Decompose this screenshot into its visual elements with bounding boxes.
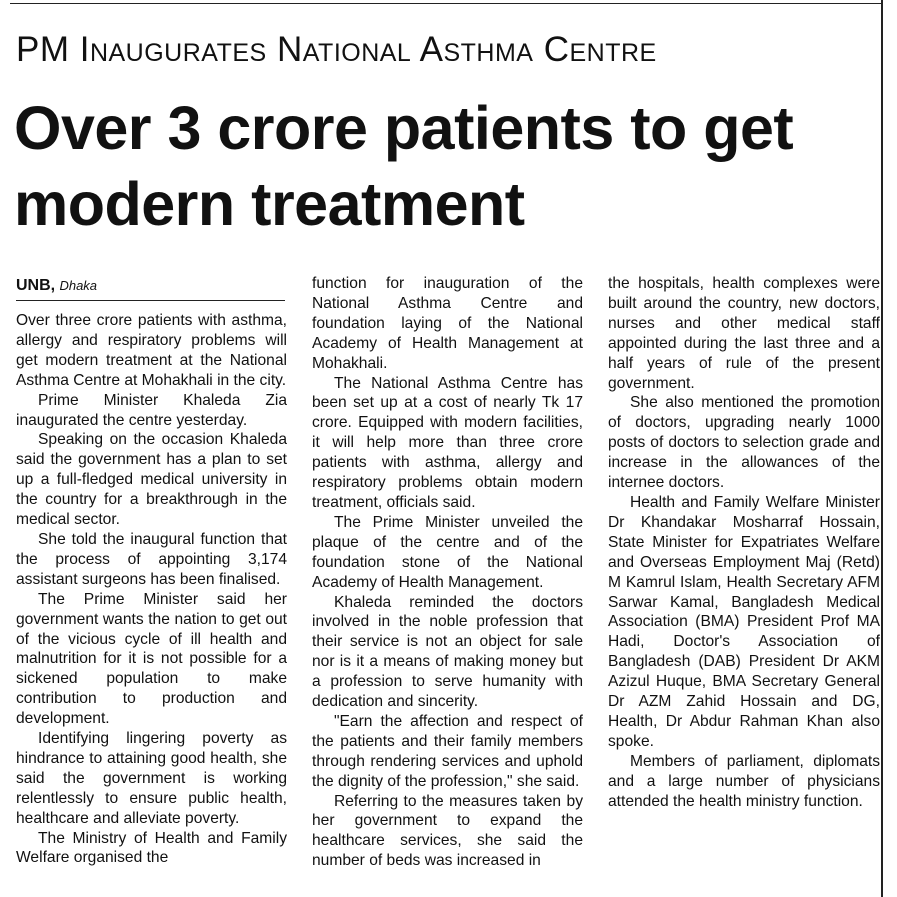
paragraph: The Prime Minister unveiled the plaque of the centre and of the foundation stone of the National Academy of Health Management. — [312, 513, 583, 591]
paragraph: Identifying lingering poverty as hindrance to attaining good health, she said the government is working relentlessly to ensure public health, healthcare and alleviate poverty. — [16, 730, 287, 827]
paragraph: Over three crore patients with asthma, allergy and respiratory problems will get modern treatment at the National Asthma Centre at Mohakhali in the city. — [16, 312, 287, 389]
main-headline: Over 3 crore patients to get modern treatment — [14, 94, 794, 238]
paragraph: The National Asthma Centre has been set up at a cost of nearly Tk 17 crore. Equipped with modern facilities, it will help more than three crore patients with asthma, allergy and respiratory problems obtain modern treatment, officials said. — [312, 374, 583, 511]
paragraph: Prime Minister Khaleda Zia inaugurated the centre yesterday. — [16, 391, 287, 429]
article-column-2 — [312, 274, 583, 897]
article-column-1 — [16, 274, 287, 897]
article-column-3 — [608, 274, 880, 897]
byline-agency: UNB, — [16, 277, 56, 294]
byline — [16, 276, 285, 301]
paragraph: Health and Family Welfare Minister Dr Khandakar Mosharraf Hossain, State Minister for Expatriates Welfare and Overseas Employment Maj (Retd) M Kamrul Islam, Health Secretary AFM Sarwar Kamal, Bangladesh Medical Association (BMA) President Prof MA Hadi, Doctor's Association of Bangladesh (DAB) President Dr AKM Azizul Huque, BMA Secretary General Dr AZM Zahid Hossain and DG, Health, Dr Abdur Rahman Khan also spoke. — [608, 493, 880, 750]
paragraph: The Ministry of Health and Family Welfare organised the — [16, 829, 287, 867]
paragraph: "Earn the affection and respect of the patients and their family members through rendering services and uphold the dignity of the profession," she said. — [312, 712, 583, 790]
paragraph: She also mentioned the promotion of doctors, upgrading nearly 1000 posts of doctors to selection grade and increase in the allowances of the internee doctors. — [608, 394, 880, 492]
paragraph: She told the inaugural function that the process of appointing 3,174 assistant surgeons has been finalised. — [16, 530, 287, 588]
byline-place: Dhaka — [59, 278, 98, 293]
paragraph: The Prime Minister said her government wants the nation to get out of the vicious cycle of ill health and malnutrition for it is not possible for a sickened population to make contribution to production and development. — [16, 590, 287, 728]
paragraph: Khaleda reminded the doctors involved in the noble profession that their service is not an object for sale nor is it a means of making money but a profession to serve humanity with dedication and sincerity. — [312, 593, 583, 711]
top-rule — [10, 3, 882, 4]
kicker-headline: PM Inaugurates National Asthma Centre — [16, 30, 657, 69]
paragraph: Referring to the measures taken by her government to expand the healthcare services, she said the number of beds was increased in — [312, 792, 583, 870]
column-rule — [881, 0, 883, 897]
paragraph: function for inauguration of the National Asthma Centre and foundation laying of the National Academy of Health Management at Mohakhali. — [312, 275, 583, 372]
paragraph: the hospitals, health complexes were built around the country, new doctors, nurses and other medical staff appointed during the last three and a half years of rule of the present government. — [608, 275, 880, 392]
paragraph: Members of parliament, diplomats and a large number of physicians attended the health ministry function. — [608, 752, 880, 810]
paragraph: Speaking on the occasion Khaleda said the government has a plan to set up a full-fledged medical university in the country for a breakthrough in the medical sector. — [16, 431, 287, 529]
